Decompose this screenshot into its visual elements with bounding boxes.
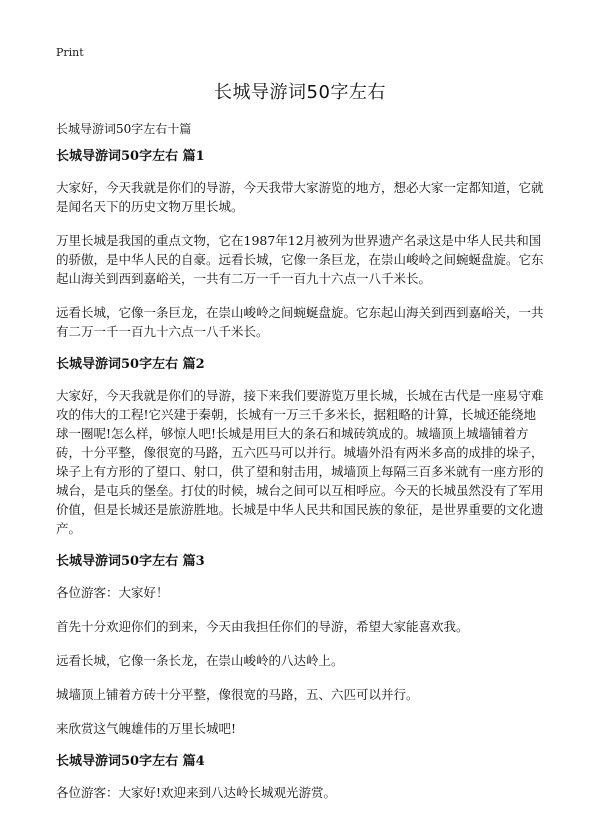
paragraph: 各位游客：大家好!欢迎来到八达岭长城观光游赏。	[56, 785, 337, 800]
paragraph: 来欣赏这气魄雄伟的万里长城吧!	[56, 721, 237, 736]
document-body	[56, 148, 548, 817]
paragraph: 远看长城，它像一条巨龙，在崇山峻岭之间蜿蜒盘旋。它东起山海关到西到嘉峪关，一共有二万一千一百九十六点一八千米长。	[56, 305, 544, 339]
paragraph: 首先十分欢迎你们的到来，今天由我担任你们的导游，希望大家能喜欢我。	[56, 619, 469, 634]
section-heading: 长城导游词50字左右 篇2	[56, 357, 205, 372]
section-4	[56, 753, 548, 802]
paragraph: 城墙顶上铺着方砖十分平整，像很宽的马路，五、六匹可以并行。	[56, 687, 419, 702]
section-heading: 长城导游词50字左右 篇4	[56, 754, 205, 769]
paragraph: 万里长城是我国的重点文物，它在1987年12月被列为世界遗产名录这是中华人民共和国的骄傲，是中华人民的自豪。远看长城，它像一条巨龙，在崇山峻岭之间蜿蜒盘旋。它东起山海关到西到嘉峪关，一共有二万一千一百九十六点一八千米长。	[56, 233, 544, 286]
section-heading: 长城导游词50字左右 篇1	[56, 149, 205, 164]
paragraph: 大家好，今天我就是你们的导游，接下来我们要游览万里长城，长城在古代是一座易守难攻的伟大的工程!它兴建于秦朝，长城有一万三千多米长，据粗略的计算，长城还能绕地球一圈呢!怎么样，够惊人吧!长城是用巨大的条石和城砖筑成的。城墙顶上城墙铺着方砖，十分平整，像很宽的马路，五六匹马可以并行。城墙外沿有两米多高的成排的垛子，垛子上有方形的了望口、射口，供了望和射击用，城墙顶上每隔三百多米就有一座方形的城台，是屯兵的堡垒。打仗的时候，城台之间可以互相呼应。今天的长城虽然没有了军用价值，但是长城还是旅游胜地。长城是中华人民共和国民族的象征，是世界重要的文化遗产。	[56, 388, 544, 536]
paragraph: 远看长城，它像一条长龙，在崇山峻岭的八达岭上。	[56, 653, 344, 668]
paragraph: 大家好，今天我就是你们的导游，今天我带大家游览的地方，想必大家一定都知道，它就是闻名天下的历史文物万里长城。	[56, 180, 544, 214]
section-1	[56, 148, 548, 341]
section-3	[56, 553, 548, 738]
section-heading: 长城导游词50字左右 篇3	[56, 554, 205, 569]
paragraph: 各位游客：大家好！	[56, 585, 169, 600]
page-title: 长城导游词50字左右	[214, 82, 386, 103]
print-label: Print	[56, 46, 84, 59]
page-subtitle: 长城导游词50字左右十篇	[56, 122, 192, 136]
section-2	[56, 356, 548, 538]
